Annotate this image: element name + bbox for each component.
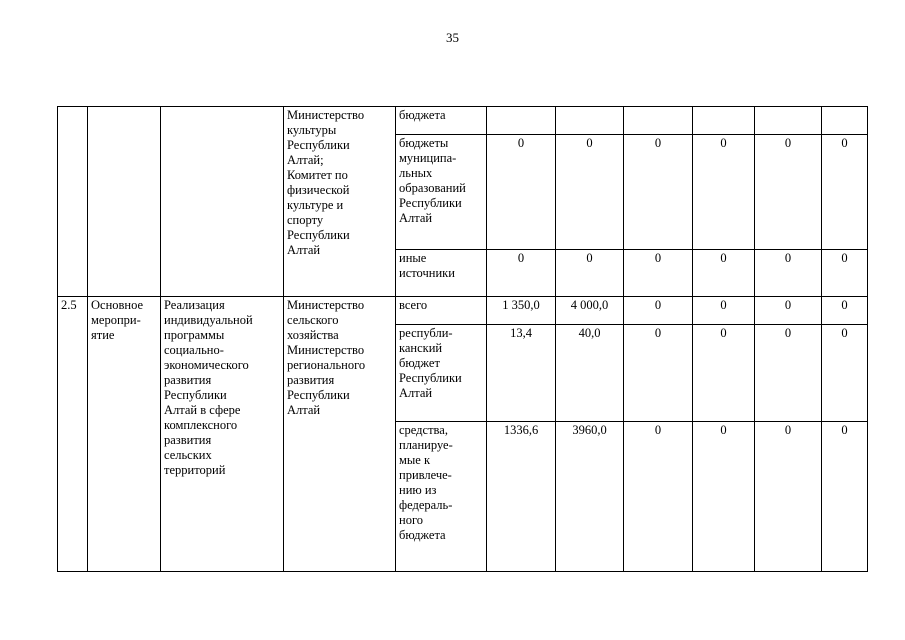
value-cell: 13,4	[487, 325, 556, 422]
source-cell: бюджеты муниципа- льных образований Республики Алтай	[396, 135, 487, 250]
value-cell	[693, 107, 755, 135]
value-cell: 0	[693, 250, 755, 297]
executor-cell: Министерство культуры Республики Алтай; Комитет по физической культуре и спорту Республики Алтай	[284, 107, 396, 297]
value-cell	[624, 107, 693, 135]
value-cell: 0	[693, 325, 755, 422]
value-cell	[822, 107, 868, 135]
name-cell	[161, 107, 284, 297]
value-cell: 0	[822, 250, 868, 297]
value-cell: 0	[556, 135, 624, 250]
value-cell: 0	[624, 250, 693, 297]
value-cell: 0	[822, 297, 868, 325]
value-cell	[556, 107, 624, 135]
value-cell: 0	[487, 250, 556, 297]
value-cell: 0	[624, 325, 693, 422]
type-cell: Основное меропри- ятие	[88, 297, 161, 572]
executor-cell: Министерство сельского хозяйства Министерство регионального развития Республики Алтай	[284, 297, 396, 572]
value-cell: 0	[755, 297, 822, 325]
table-row	[58, 107, 868, 135]
value-cell: 0	[693, 135, 755, 250]
value-cell: 40,0	[556, 325, 624, 422]
value-cell: 0	[487, 135, 556, 250]
value-cell: 0	[624, 297, 693, 325]
value-cell: 3960,0	[556, 422, 624, 572]
value-cell: 0	[556, 250, 624, 297]
value-cell: 0	[822, 135, 868, 250]
page-number: 35	[446, 30, 459, 45]
type-cell	[88, 107, 161, 297]
value-cell: 0	[693, 422, 755, 572]
value-cell: 0	[822, 325, 868, 422]
source-cell: всего	[396, 297, 487, 325]
code-cell: 2.5	[58, 297, 88, 572]
source-cell: республи- канский бюджет Республики Алтай	[396, 325, 487, 422]
code-cell	[58, 107, 88, 297]
value-cell: 1336,6	[487, 422, 556, 572]
value-cell: 0	[755, 422, 822, 572]
table-row	[58, 297, 868, 325]
value-cell: 0	[822, 422, 868, 572]
value-cell: 0	[693, 297, 755, 325]
value-cell: 4 000,0	[556, 297, 624, 325]
value-cell	[755, 107, 822, 135]
source-cell: бюджета	[396, 107, 487, 135]
source-cell: средства, планируе- мые к привлече- нию из федераль- ного бюджета	[396, 422, 487, 572]
value-cell	[487, 107, 556, 135]
name-cell: Реализация индивидуальной программы социально- экономического развития Республики Алтай в сфере комплексного развития сельских территорий	[161, 297, 284, 572]
value-cell: 0	[624, 422, 693, 572]
budget-table	[57, 106, 868, 572]
value-cell: 0	[755, 250, 822, 297]
value-cell: 0	[755, 135, 822, 250]
value-cell: 0	[755, 325, 822, 422]
value-cell: 0	[624, 135, 693, 250]
value-cell: 1 350,0	[487, 297, 556, 325]
source-cell: иные источники	[396, 250, 487, 297]
